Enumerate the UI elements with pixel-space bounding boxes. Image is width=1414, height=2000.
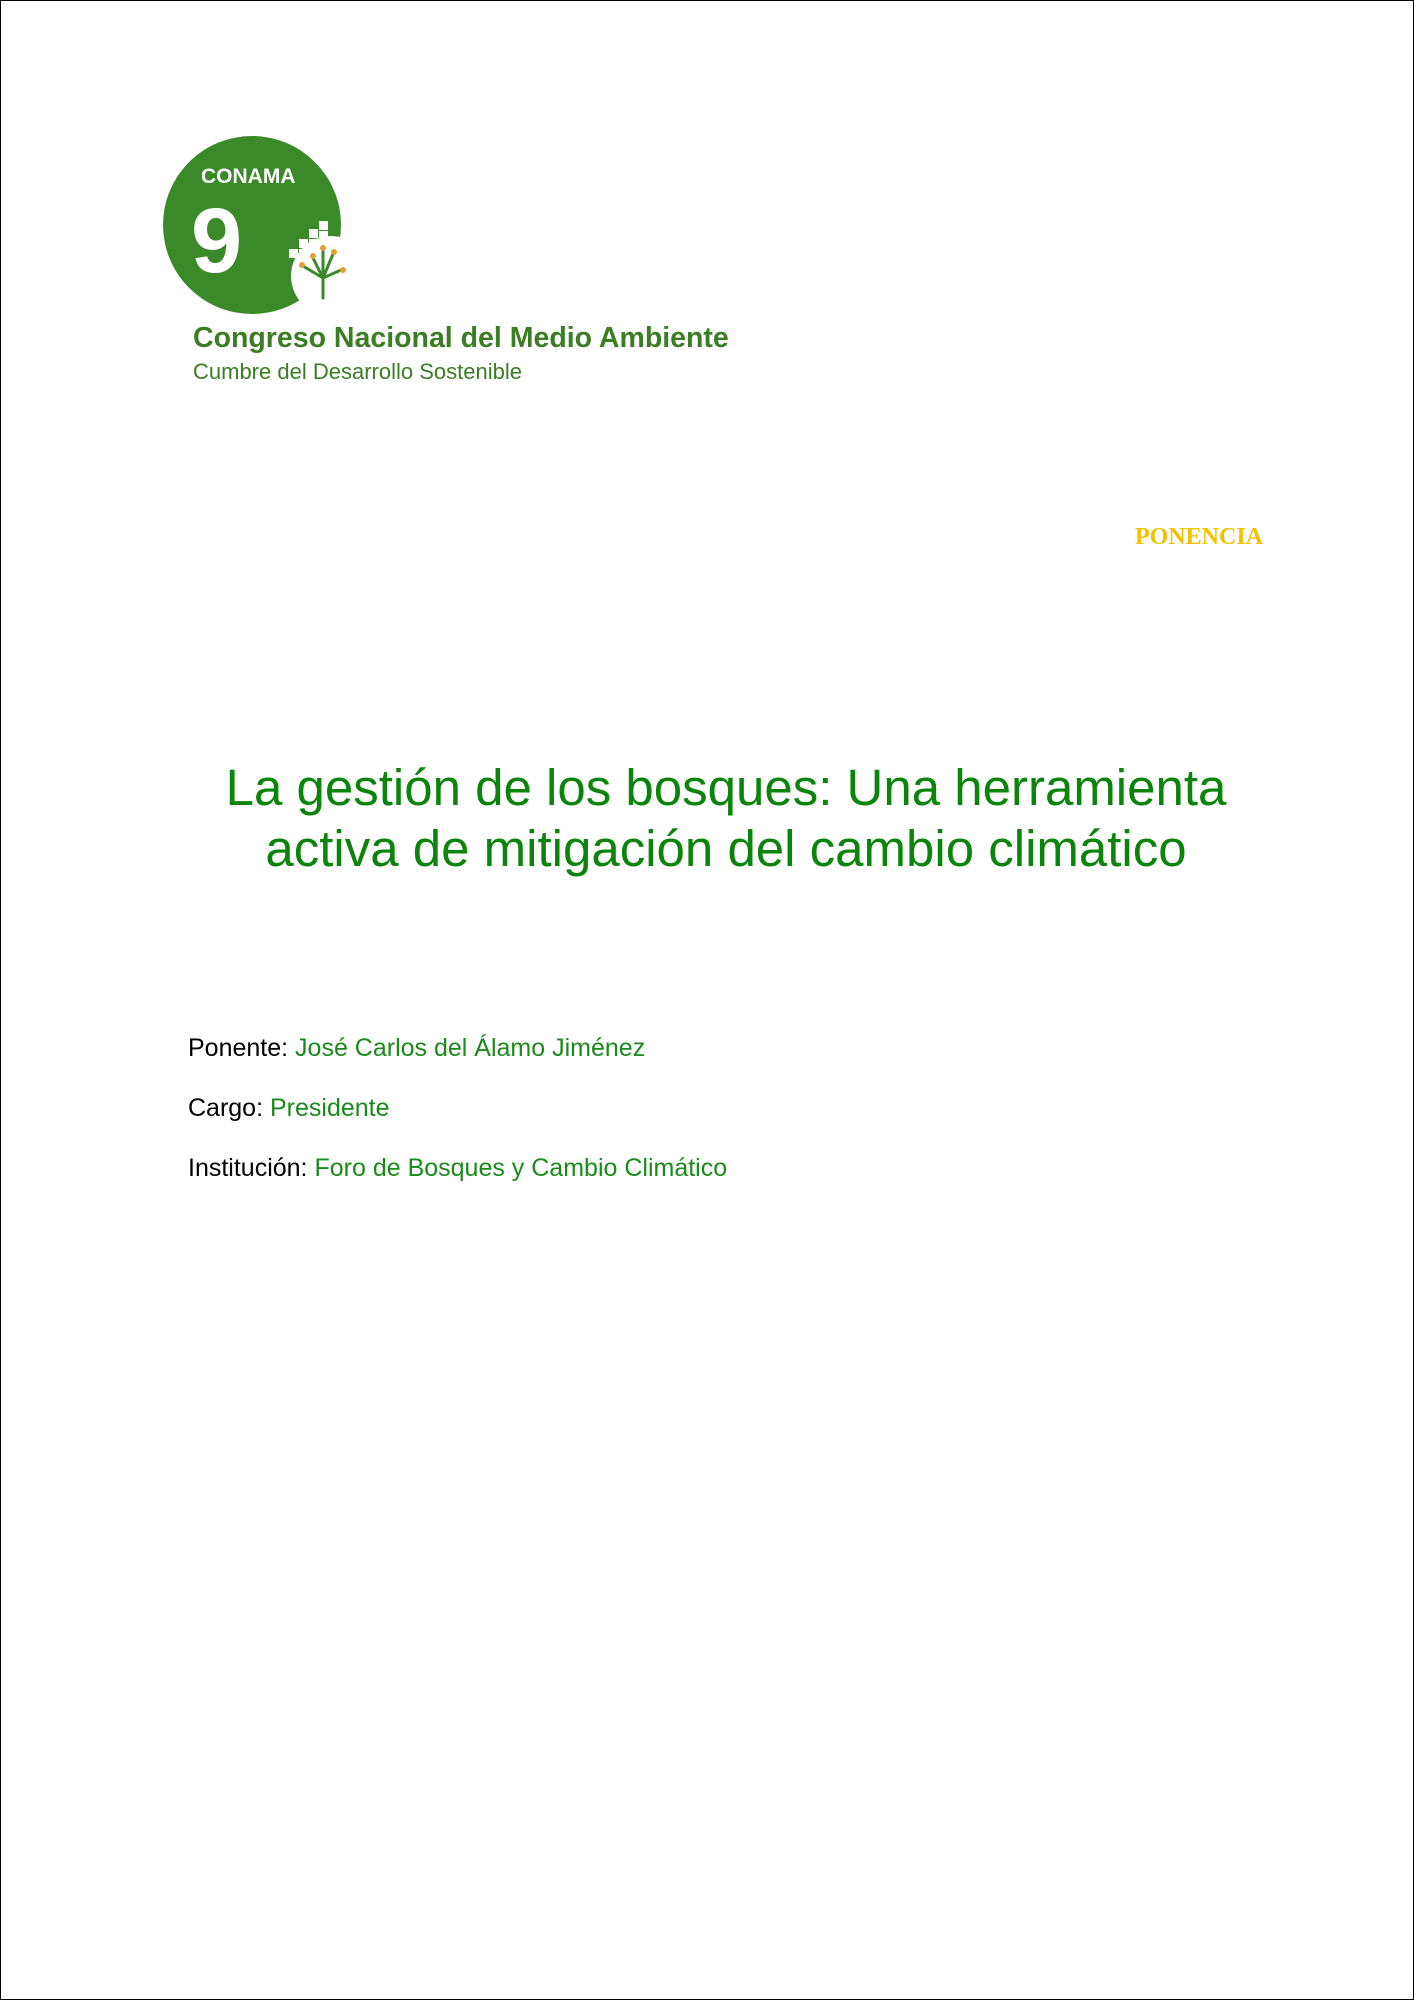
logo-badge-number: 9	[191, 190, 243, 292]
logo-name: Congreso Nacional del Medio Ambiente	[193, 322, 729, 354]
field-label: Institución:	[188, 1154, 308, 1182]
field-value: Foro de Bosques y Cambio Climático	[314, 1154, 728, 1182]
field-label: Cargo:	[188, 1094, 264, 1122]
conama-logo	[151, 121, 801, 401]
document-type-label: PONENCIA	[1134, 524, 1263, 550]
tree-icon	[291, 236, 371, 316]
logo-badge-text: CONAMA	[201, 165, 296, 188]
title-line-1: La gestión de los bosques: Una herramienta	[225, 759, 1227, 816]
title-line-2: activa de mitigación del cambio climático	[265, 820, 1187, 877]
document-title	[151, 757, 1301, 879]
logo-tagline: Cumbre del Desarrollo Sostenible	[193, 359, 522, 384]
field-value: José Carlos del Álamo Jiménez	[295, 1034, 646, 1062]
field-institucion	[188, 1153, 727, 1183]
field-cargo	[188, 1093, 390, 1123]
field-label: Ponente:	[188, 1034, 289, 1062]
field-ponente	[188, 1033, 645, 1063]
field-value: Presidente	[270, 1094, 390, 1122]
